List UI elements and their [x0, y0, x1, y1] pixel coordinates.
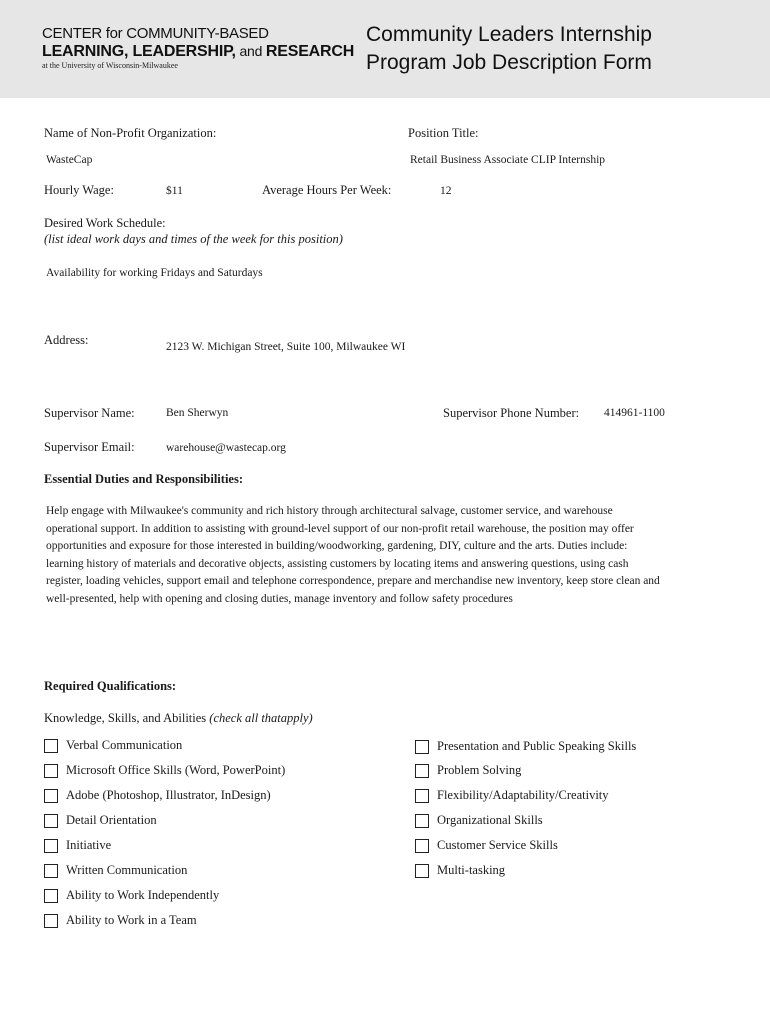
document-title — [366, 21, 652, 77]
wage-value[interactable]: $11 — [166, 185, 183, 197]
checkbox-written-communication[interactable] — [44, 864, 58, 878]
schedule-hint: (list ideal work days and times of the week for this position) — [44, 232, 343, 246]
logo-line-2c: RESEARCH — [265, 43, 355, 60]
label-flexibility: Flexibility/Adaptability/Creativity — [437, 788, 609, 802]
header-band — [0, 0, 770, 98]
logo-line-2b: and — [235, 43, 266, 59]
duties-heading: Essential Duties and Responsibilities: — [44, 472, 243, 486]
checkbox-verbal-communication[interactable] — [44, 739, 58, 753]
hours-label: Average Hours Per Week: — [262, 183, 392, 197]
checkbox-detail-orientation[interactable] — [44, 814, 58, 828]
logo-line-2 — [42, 42, 354, 61]
duties-line: learning history of materials and decorative objects, assisting customers by locating items and answering questions, using cash — [46, 557, 629, 570]
logo-line-1: CENTER for COMMUNITY-BASED — [42, 25, 269, 42]
label-organizational-skills: Organizational Skills — [437, 813, 543, 827]
wage-label: Hourly Wage: — [44, 183, 114, 197]
hours-value[interactable]: 12 — [440, 185, 452, 197]
duties-line: opportunities and exposure for those interested in building/woodworking, gardening, DIY, culture and the arts. Duties include: — [46, 540, 628, 553]
checkbox-organizational-skills[interactable] — [415, 814, 429, 828]
address-label: Address: — [44, 333, 89, 347]
document-title-line-2: Program Job Description Form — [366, 51, 652, 74]
qualifications-heading: Required Qualifications: — [44, 679, 177, 693]
checkbox-customer-service[interactable] — [415, 839, 429, 853]
document-title-line-1: Community Leaders Internship — [366, 23, 652, 46]
duties-text[interactable] — [46, 503, 736, 609]
duties-line: well-presented, help with opening and closing duties, manage inventory and follow safety procedures — [46, 592, 513, 605]
logo-line-2a: LEARNING, LEADERSHIP, — [42, 43, 236, 60]
checkbox-work-independently[interactable] — [44, 889, 58, 903]
ksa-hint: (check all thatapply) — [209, 711, 313, 725]
checkbox-presentation-skills[interactable] — [415, 740, 429, 754]
checkbox-microsoft-office[interactable] — [44, 764, 58, 778]
label-customer-service: Customer Service Skills — [437, 838, 558, 852]
checkbox-flexibility[interactable] — [415, 789, 429, 803]
supervisor-name-label: Supervisor Name: — [44, 406, 135, 420]
org-value[interactable]: WasteCap — [46, 154, 93, 166]
label-written-communication: Written Communication — [66, 863, 188, 877]
supervisor-phone-label: Supervisor Phone Number: — [443, 406, 580, 420]
supervisor-email-value[interactable]: warehouse@wastecap.org — [166, 442, 286, 454]
label-adobe: Adobe (Photoshop, Illustrator, InDesign) — [66, 788, 271, 802]
label-work-in-team: Ability to Work in a Team — [66, 913, 197, 927]
checkbox-initiative[interactable] — [44, 839, 58, 853]
label-microsoft-office: Microsoft Office Skills (Word, PowerPoint) — [66, 763, 286, 777]
checkbox-adobe[interactable] — [44, 789, 58, 803]
center-logo — [42, 26, 354, 71]
logo-line-3: at the University of Wisconsin-Milwaukee — [42, 61, 178, 70]
label-multi-tasking: Multi-tasking — [437, 863, 506, 877]
supervisor-email-label: Supervisor Email: — [44, 440, 135, 454]
label-verbal-communication: Verbal Communication — [66, 738, 183, 752]
schedule-label: Desired Work Schedule: — [44, 216, 166, 230]
position-value[interactable]: Retail Business Associate CLIP Internship — [410, 154, 606, 166]
schedule-value[interactable]: Availability for working Fridays and Saturdays — [46, 267, 263, 279]
duties-line: Help engage with Milwaukee's community and rich history through architectural salvage, customer service, and warehouse — [46, 505, 613, 517]
checkbox-work-in-team[interactable] — [44, 914, 58, 928]
label-work-independently: Ability to Work Independently — [66, 888, 220, 902]
position-label: Position Title: — [408, 126, 479, 140]
label-presentation-skills: Presentation and Public Speaking Skills — [437, 739, 637, 753]
checkbox-multi-tasking[interactable] — [415, 864, 429, 878]
label-detail-orientation: Detail Orientation — [66, 813, 157, 827]
supervisor-phone-value[interactable]: 414961-1100 — [604, 407, 665, 419]
duties-line: register, loading vehicles, support email and telephone correspondence, prepare and merchandise new inventory, keep store clean and — [46, 575, 660, 588]
address-value[interactable]: 2123 W. Michigan Street, Suite 100, Milwaukee WI — [166, 341, 406, 353]
org-label: Name of Non-Profit Organization: — [44, 126, 217, 140]
ksa-label — [44, 711, 313, 726]
duties-line: operational support. In addition to assisting with ground-level support of our non-profit retail warehouse, the position may offer — [46, 522, 634, 535]
label-initiative: Initiative — [66, 838, 112, 852]
checkbox-problem-solving[interactable] — [415, 764, 429, 778]
ksa-label-text: Knowledge, Skills, and Abilities — [44, 711, 210, 725]
supervisor-name-value[interactable]: Ben Sherwyn — [166, 407, 229, 419]
label-problem-solving: Problem Solving — [437, 763, 522, 777]
